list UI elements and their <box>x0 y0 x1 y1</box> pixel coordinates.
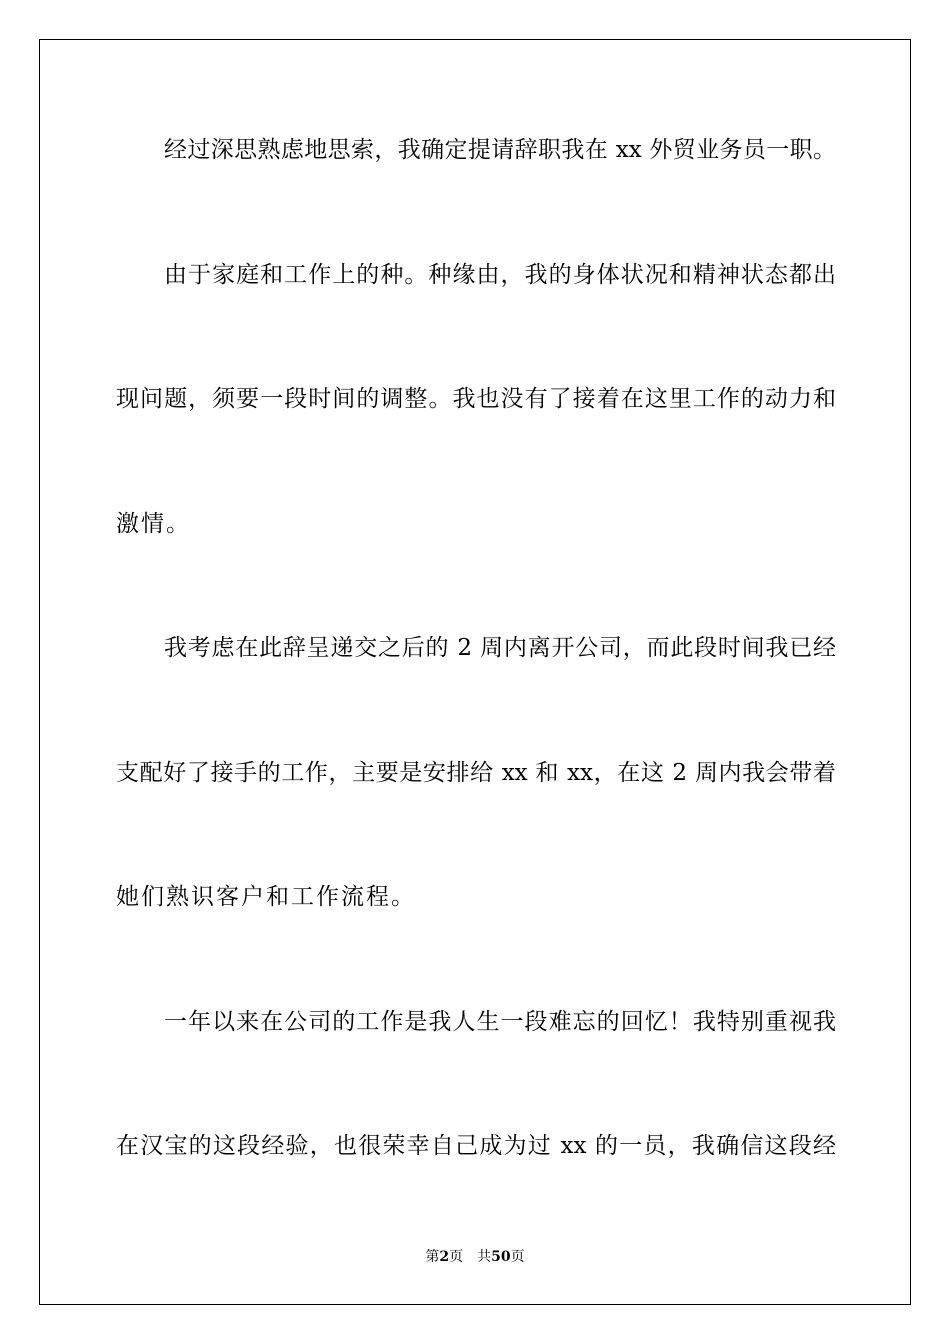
paragraph-4-line-2: 在汉宝的这段经验，也很荣幸自己成为过 xx 的一员，我确信这段经 <box>116 1133 836 1159</box>
footer-page-number: 2 <box>439 1249 450 1265</box>
footer-page-prefix: 第 <box>425 1249 440 1265</box>
paragraph-1-line-1: 经过深思熟虑地思索，我确定提请辞职我在 xx 外贸业务员一职。 <box>164 137 836 163</box>
paragraph-2-line-1: 由于家庭和工作上的种。种缘由，我的身体状况和精神状态都出 <box>164 262 836 288</box>
paragraph-4-line-1: 一年以来在公司的工作是我人生一段难忘的回忆！我特别重视我 <box>164 1009 836 1035</box>
paragraph-2-line-3: 激情。 <box>116 511 191 537</box>
page-footer <box>0 1246 950 1266</box>
footer-total-prefix: 共 <box>477 1249 492 1265</box>
paragraph-3-line-3: 她们熟识客户和工作流程。 <box>116 884 416 910</box>
footer-total-pages: 50 <box>491 1249 511 1265</box>
footer-page-suffix: 页 <box>449 1249 464 1265</box>
footer-total-suffix: 页 <box>510 1249 525 1265</box>
paragraph-2-line-2: 现问题，须要一段时间的调整。我也没有了接着在这里工作的动力和 <box>116 386 836 412</box>
paragraph-3-line-2: 支配好了接手的工作，主要是安排给 xx 和 xx，在这 2 周内我会带着 <box>116 760 836 786</box>
page-border <box>39 39 911 1305</box>
paragraph-3-line-1: 我考虑在此辞呈递交之后的 2 周内离开公司，而此段时间我已经 <box>164 635 836 661</box>
